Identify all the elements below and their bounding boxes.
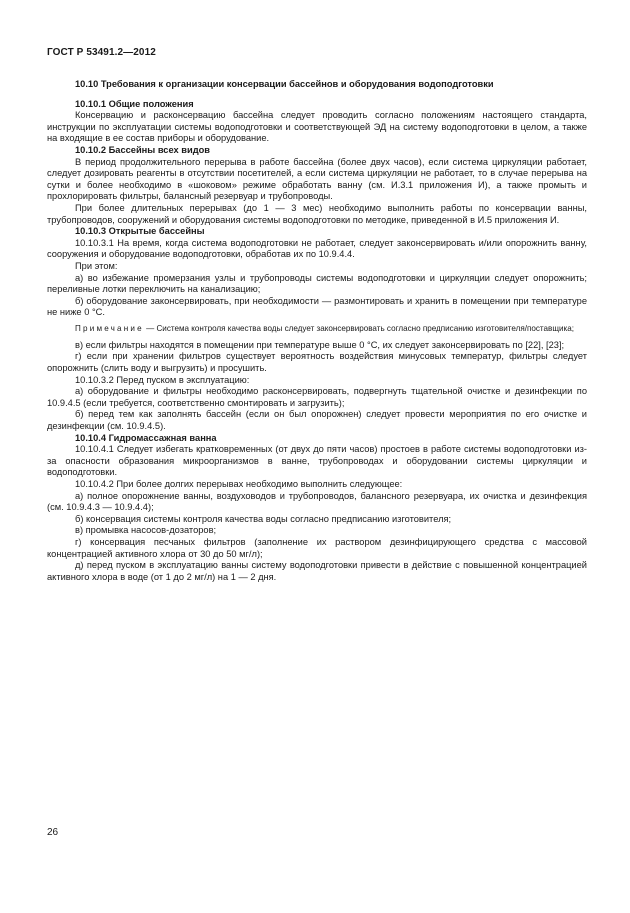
- document-body: [47, 79, 587, 583]
- note: [47, 323, 587, 334]
- list-item: д) перед пуском в эксплуатацию ванны систему водоподготовки привести в действие с повышенной концентрацией активного хлора в воде (от 1 до 2 мг/л) на 1 — 2 дня.: [47, 560, 587, 582]
- list-item: в) если фильтры находятся в помещении при температуре выше 0 °С, их следует законсервировать по [22], [23];: [75, 339, 565, 350]
- subsection-heading: 10.10.3 Открытые бассейны: [75, 226, 205, 237]
- list-item: б) консервация системы контроля качества воды согласно предписанию изготовителя;: [75, 513, 452, 524]
- paragraph: При этом:: [75, 260, 118, 271]
- subsection-heading: 10.10.4 Гидромассажная ванна: [75, 432, 217, 443]
- note-text: — Система контроля качества воды следует законсервировать согласно предписанию изготовителя/поставщика;: [143, 323, 574, 333]
- list-item: б) оборудование законсервировать, при необходимости — размонтировать и хранить в помещении при температуре не ниже 0 °С.: [47, 295, 587, 318]
- list-item: б) перед тем как заполнять бассейн (если он был опорожнен) следует провести мероприятия по его очистке и дезинфекции (см. 10.9.4.5).: [47, 409, 587, 432]
- list-item: г) консервация песчаных фильтров (заполнение их раствором дезинфицирующего средства с массовой концентрацией активного хлора от 30 до 50 мг/л);: [47, 536, 587, 559]
- note-label: Примечание: [75, 323, 144, 333]
- document-code: ГОСТ Р 53491.2—2012: [47, 47, 156, 58]
- section-heading: 10.10 Требования к организации консервации бассейнов и оборудования водоподготовки: [75, 79, 494, 89]
- subsection-heading: 10.10.2 Бассейны всех видов: [75, 144, 210, 155]
- paragraph: 10.10.4.1 Следует избегать кратковременных (от двух до пяти часов) простоев в работе системы водоподготовки из-за опасности образования микроорганизмов в ванне, трубопроводах и оборудовании системы циркуляции и водоподготовки.: [47, 444, 587, 478]
- paragraph: 10.10.3.1 На время, когда система водоподготовки не работает, следует законсервировать и/или опорожнить ванну, сооружения и оборудование водоподготовки, обработав их по 10.9.4.4.: [47, 237, 587, 260]
- page-number: 26: [47, 827, 59, 838]
- list-item: а) полное опорожнение ванны, воздуховодов и трубопроводов, балансного резервуара, их очистка и дезинфекция (см. 10.9.4.3 — 10.9.4.4);: [47, 490, 587, 513]
- subsection-heading: 10.10.1 Общие положения: [75, 98, 194, 109]
- paragraph: Консервацию и расконсервацию бассейна следует проводить согласно положениям настоящего стандарта, инструкции по эксплуатации системы водоподготовки и соответствующей ЭД на систему водоподготовки в целом, а также на входящие в ее состав приборы и оборудование.: [47, 110, 587, 144]
- list-item: г) если при хранении фильтров существует вероятность воздействия минусовых температур, фильтры следует опорожнить (слить воду и выгрузить) и просушить.: [47, 351, 587, 374]
- list-item: в) промывка насосов-дозаторов;: [75, 525, 217, 536]
- list-item: а) во избежание промерзания узлы и трубопроводы системы водоподготовки и циркуляции следует опорожнить; переливные лотки переключить на канализацию;: [47, 272, 587, 295]
- paragraph: При более длительных перерывах (до 1 — 3 мес) необходимо выполнить работы по консервации ванны, трубопроводов, сооружений и оборудования системы водоподготовки по методике, приведенной в И.5 приложения И.: [47, 202, 587, 225]
- paragraph: 10.10.4.2 При более долгих перерывах необходимо выполнить следующее:: [75, 479, 403, 489]
- paragraph: В период продолжительного перерыва в работе бассейна (более двух часов), если система циркуляции работает, следует дозировать реагенты в отсутствии посетителей, а если система циркуляции не работает, то в случае перерыва на сутки и более необходимо в «шоковом» режиме обработать ванну (см. И.3.1 приложения И), а также промыть и прохлорировать фильтры, балансный резервуар и трубопроводы.: [47, 156, 587, 202]
- list-item: а) оборудование и фильтры необходимо расконсервировать, подвергнуть тщательной очистке и дезинфекции по 10.9.4.5 (если требуется, соответственно смонтировать и загрузить);: [47, 386, 587, 408]
- paragraph: 10.10.3.2 Перед пуском в эксплуатацию:: [75, 374, 250, 385]
